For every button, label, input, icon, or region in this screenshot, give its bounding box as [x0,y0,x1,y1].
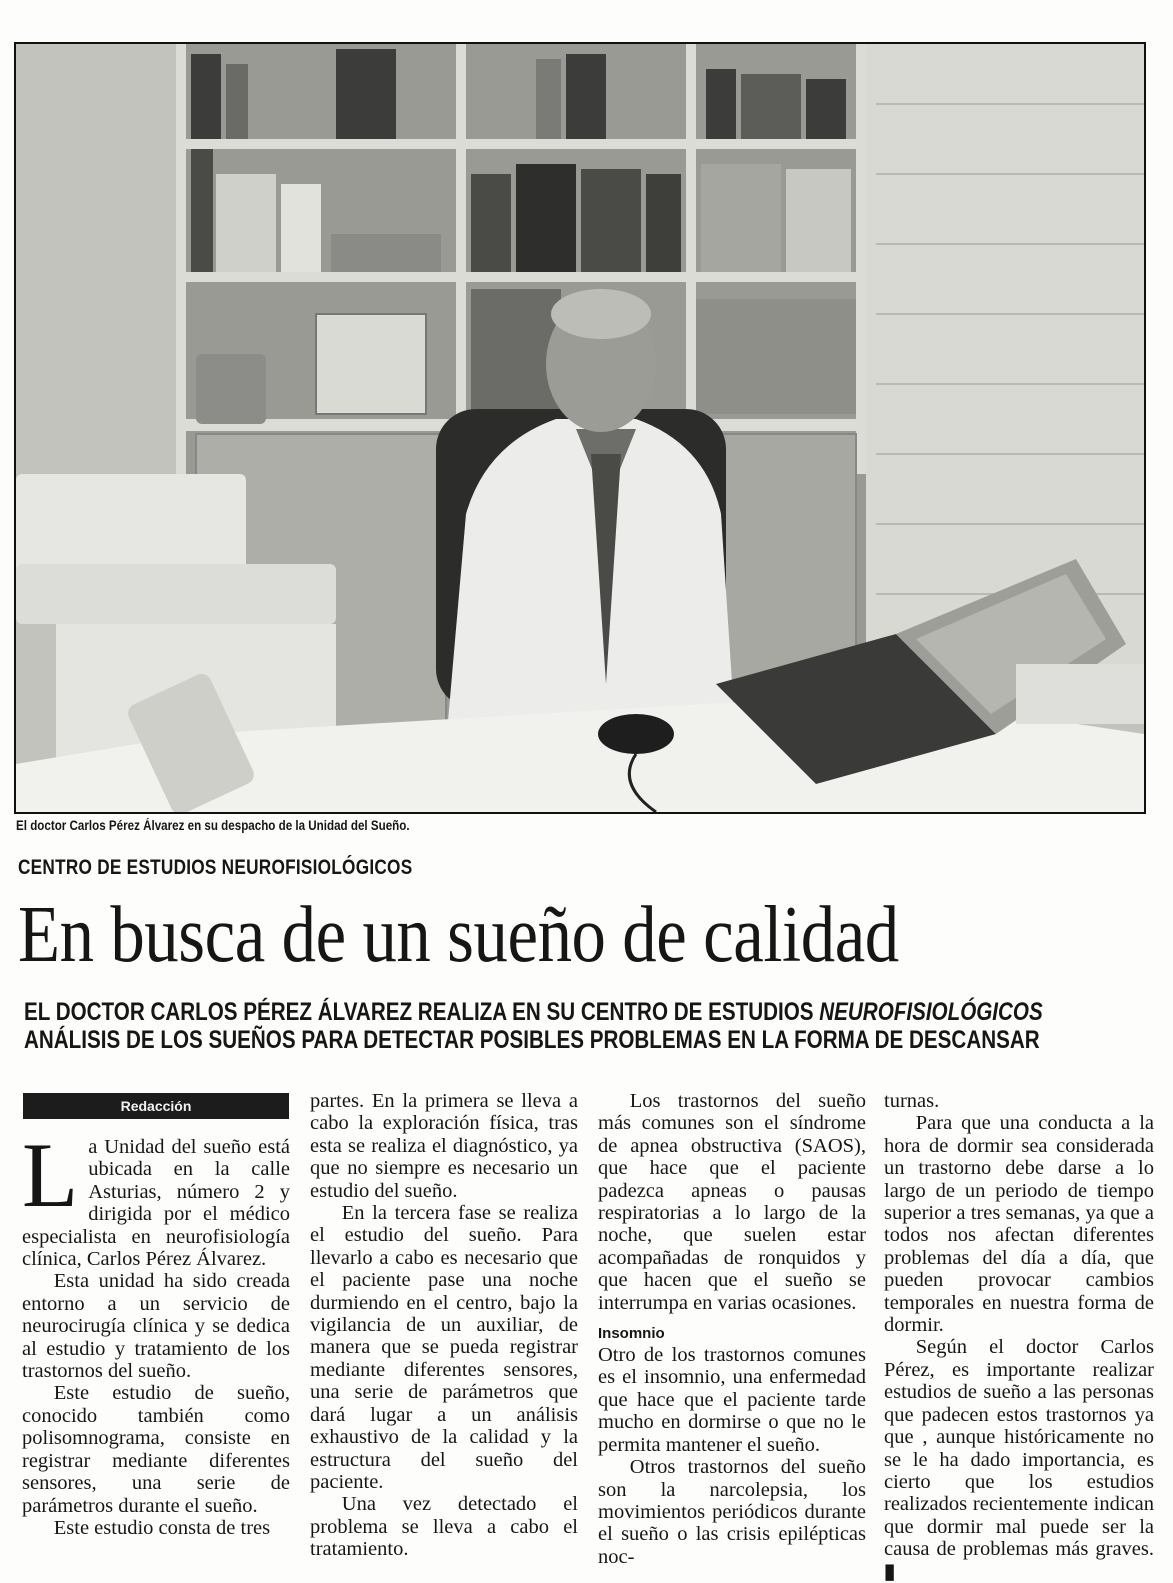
byline: Redacción [23,1093,289,1119]
drop-cap: L [22,1124,79,1226]
photo-illustration [16,44,1144,812]
headline: En busca de un sueño de calidad [18,891,899,979]
end-mark-icon: ▮ [884,1559,896,1583]
subhead-line-2: ANÁLISIS DE LOS SUEÑOS PARA DETECTAR POSIBLES PROBLEMAS EN LA FORMA DE DESCANSAR [24,1026,1040,1054]
paragraph: Esta unidad ha sido creada entorno a un servicio de neurocirugía clínica y se dedica al estudio y tratamiento de los trastornos del sueño. [22,1270,290,1383]
section-subtitle: Insomnio [598,1325,665,1343]
article-photo [14,42,1146,814]
article-column-2 [310,1090,578,1561]
paragraph: partes. En la primera se lleva a cabo la exploración física, tras esta se realiza el diagnóstico, ya que no siempre es necesario un estudio del sueño. [310,1090,578,1202]
paragraph: Los trastornos del sueño más comunes son el síndrome de apnea obstructiva (SAOS), que hace que el paciente padezca apneas o pausas respiratorias a lo largo de la noche, que suelen estar acompañadas de ronquidos y que hacen que el sueño se interrumpa en varias ocasiones. [598,1090,866,1314]
article-column-4 [884,1090,1154,1583]
article-column-1 [22,1124,290,1539]
kicker: CENTRO DE ESTUDIOS NEUROFISIOLÓGICOS [18,856,413,879]
subhead [24,998,1043,1054]
paragraph [884,1336,1154,1582]
paragraph: En la tercera fase se realiza el estudio del sueño. Para llevarlo a cabo es necesario que el paciente pase una noche durmiendo en el centro, bajo la vigilancia de un auxiliar, de manera que se pueda registrar mediante diferentes sensores, una serie de parámetros que dará lugar a un análisis exhaustivo de la calidad y la estructura del sueño del paciente. [310,1202,578,1493]
paragraph: Este estudio de sueño, conocido también como polisomnograma, consiste en registrar mediante diferentes sensores, una serie de parámetros durante el sueño. [22,1382,290,1517]
paragraph: Una vez detectado el problema se lleva a cabo el tratamiento. [310,1493,578,1561]
paragraph: Este estudio consta de tres [53,1516,271,1539]
paragraph-text: Según el doctor Carlos Pérez, es importante realizar estudios de sueño a las personas que padecen estos trastornos ya que , aunque históricamente no se le ha dado importancia, es cierto que los estudios realizados recientemente indican que dormir mal puede ser la causa de problemas más graves. [884,1336,1154,1561]
paragraph [22,1124,290,1271]
subhead-line-1-b: NEUROFISIOLÓGICOS [819,998,1043,1026]
subhead-line-1 [24,998,1043,1026]
subhead-line-1-a: EL DOCTOR CARLOS PÉREZ ÁLVAREZ REALIZA EN SU CENTRO DE ESTUDIOS [24,998,820,1026]
paragraph: Para que una conducta a la hora de dormir sea considerada un trastorno debe darse a lo largo de un periodo de tiempo superior a tres semanas, ya que a todos nos afectan diferentes problemas del día a día, que pueden provocar cambios temporales en nuestra forma de dormir. [884,1112,1154,1337]
paragraph-text: a Unidad del sueño está ubicada en la calle Asturias, número 2 y dirigida por el médico especialista en neurofisiología clínica, Carlos Pérez Álvarez. [22,1136,290,1271]
paragraph: turnas. [884,1090,940,1112]
paragraph: Otro de los trastornos comunes es el insomnio, una enfermedad que hace que el paciente tarde mucho en dormirse o que no le permita mantener el sueño. [598,1344,866,1456]
photo-caption: El doctor Carlos Pérez Álvarez en su despacho de la Unidad del Sueño. [16,818,410,833]
article-column-3 [598,1090,866,1568]
paragraph: Otros trastornos del sueño son la narcolepsia, los movimientos periódicos durante el sueño o las crisis epilépticas noc- [598,1456,866,1568]
